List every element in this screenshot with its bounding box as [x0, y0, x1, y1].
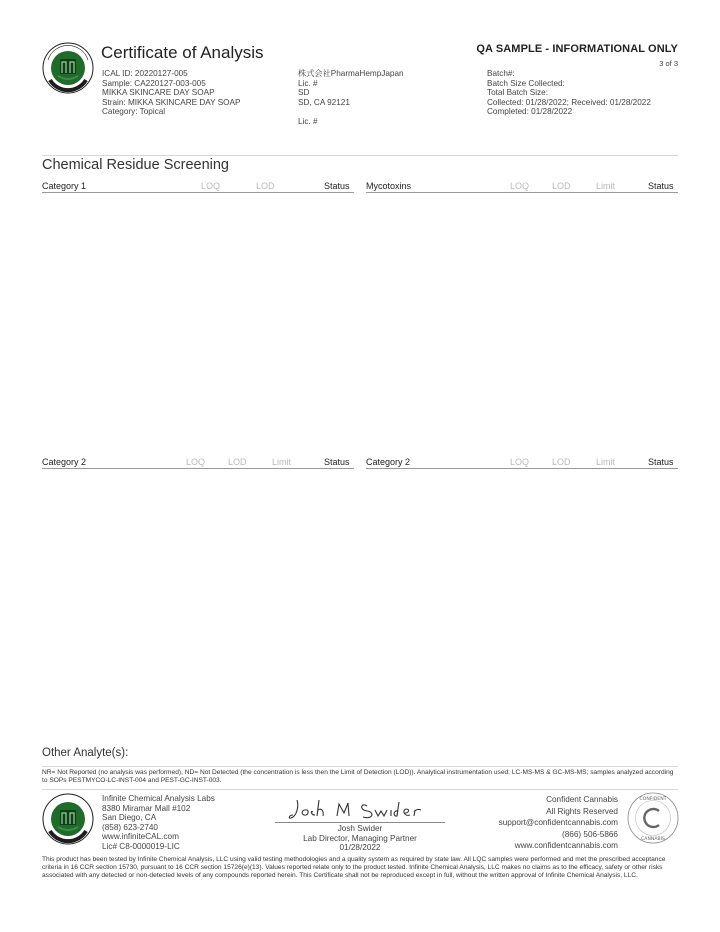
table-4-rule [366, 468, 678, 469]
table-1-col-lod: LOD [256, 181, 275, 191]
client-info-line: SD [298, 88, 310, 98]
table-2-col-lod: LOD [552, 181, 571, 191]
sample-info-line: Strain: MIKKA SKINCARE DAY SOAP [102, 97, 241, 107]
page-title: Certificate of Analysis [101, 43, 264, 62]
page-number: 3 of 3 [659, 59, 678, 68]
sample-info-line: Category: Topical [102, 107, 166, 117]
client-info-line: SD, CA 92121 [298, 97, 350, 107]
lab-license: Lic# C8-0000019-LIC [102, 841, 180, 851]
qa-notice: QA SAMPLE - INFORMATIONAL ONLY [476, 43, 678, 55]
confident-email-link[interactable]: support@confidentcannabis.com [498, 818, 618, 828]
lab-contact [102, 794, 272, 852]
lab-address: 8380 Miramar Mall #102 [102, 803, 191, 813]
batch-info-line: Batch Size Collected: [487, 78, 565, 88]
lab-logo [42, 42, 94, 94]
table-4-col-loq: LOQ [510, 457, 530, 467]
lab-website-link[interactable]: www.infiniteCAL.com [102, 832, 179, 842]
confident-name: Confident Cannabis [546, 795, 618, 804]
confident-website-link[interactable]: www.confidentcannabis.com [514, 841, 618, 851]
lab-phone: (858) 623-2740 [102, 822, 158, 832]
batch-info [487, 69, 687, 117]
client-info [298, 69, 468, 127]
table-3-col-loq: LOQ [186, 457, 206, 467]
notes-divider [42, 766, 678, 767]
confident-rights: All Rights Reserved [546, 806, 618, 816]
signatory [275, 824, 445, 853]
table-2-col-limit: Limit [596, 181, 616, 191]
batch-info-line: Total Batch Size: [487, 88, 548, 98]
client-info-line: Lic. # [298, 78, 318, 88]
confident-contact [470, 794, 618, 852]
header-divider [42, 155, 678, 156]
table-2-col-loq: LOQ [510, 181, 530, 191]
client-info-line: 株式会社PharmaHempJapan [298, 69, 404, 78]
table-3-rule [42, 468, 354, 469]
signatory-name: Josh Swider [337, 824, 383, 833]
section-title: Chemical Residue Screening [42, 157, 229, 173]
table-4-col-limit: Limit [596, 457, 616, 467]
table-1-category: Category 1 [42, 181, 87, 191]
lab-logo-footer [42, 793, 94, 845]
sample-info [102, 69, 282, 117]
svg-text:CONFIDENT: CONFIDENT [639, 797, 667, 802]
notes-text: NR= Not Reported (no analysis was performed), ND= Not Detected (the concentration is less then the Limit of Detection (LOD)). Analytical instrumentation used: LC-MS-MS & GC-MS-MS; samples analyzed according to SOPs PESTMYCO-LC-INST-004 and PEST-GC-INST-003. [42, 769, 674, 784]
table-4-col-lod: LOD [552, 457, 571, 467]
batch-info-line: Completed: 01/28/2022 [487, 107, 573, 117]
table-4-col-status: Status [648, 457, 674, 467]
table-1-col-loq: LOQ [201, 181, 221, 191]
table-2-col-status: Status [648, 181, 674, 191]
table-3-col-status: Status [324, 457, 350, 467]
signature-image [287, 796, 437, 824]
client-info-line [298, 107, 468, 117]
batch-info-line: Batch#: [487, 69, 515, 78]
signatory-role: Lab Director, Managing Partner [303, 833, 417, 843]
batch-info-line: Collected: 01/28/2022; Received: 01/28/2022 [487, 97, 651, 107]
table-1-rule [42, 192, 354, 193]
sample-info-line: ICAL ID: 20220127-005 [102, 69, 188, 78]
table-4-category: Category 2 [366, 457, 411, 467]
signature-date: 01/28/2022 [339, 843, 381, 853]
footer-divider [42, 789, 678, 790]
signature-line [275, 822, 445, 823]
other-analytes-heading: Other Analyte(s): [42, 747, 129, 759]
table-3-col-limit: Limit [272, 457, 292, 467]
confident-phone: (866) 506-5866 [562, 829, 618, 839]
disclaimer-text: This product has been tested by Infinite Chemical Analysis, LLC using valid testing methodologies and a quality system as required by state law. All LQC samples were performed and met the prescribed acceptance criteria in 16 CCR section 15730, pursuant to 16 CCR section 15726(e)(13). Values reported relate only to the product tested. Infinite Chemical Analysis, LLC makes no claims as to the efficacy, safety or other risks associated with any detected or non-detected levels of any compounds reported herein. This Certificate shall not be reproduced except in full, without the written approval of Infinite Chemical Analysis, LLC. [42, 856, 666, 879]
table-1-col-status: Status [324, 181, 350, 191]
sample-info-line: MIKKA SKINCARE DAY SOAP [102, 88, 215, 98]
table-2-category: Mycotoxins [366, 181, 412, 191]
table-3-category: Category 2 [42, 457, 87, 467]
client-info-line: Lic. # [298, 116, 318, 126]
lab-city: San Diego, CA [102, 813, 157, 823]
svg-text:CANNABIS: CANNABIS [641, 837, 665, 842]
table-2-rule [366, 192, 678, 193]
confident-cannabis-seal [626, 791, 680, 845]
lab-name: Infinite Chemical Analysis Labs [102, 794, 215, 803]
sample-info-line: Sample: CA220127-003-005 [102, 78, 206, 88]
table-3-col-lod: LOD [228, 457, 247, 467]
